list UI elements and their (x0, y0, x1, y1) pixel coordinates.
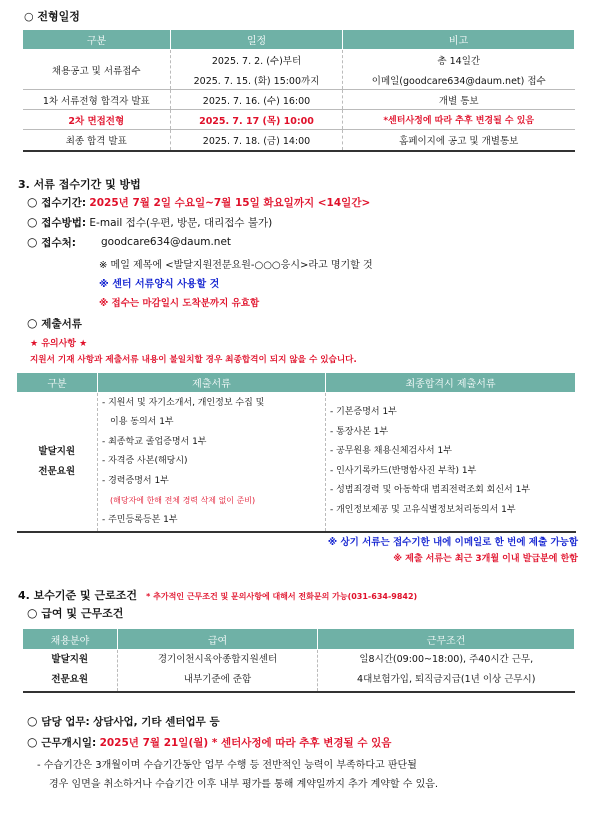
condition-line: 4대보험가입, 퇴직금지급(1년 이상 근무시) (357, 674, 536, 686)
cell-conditions (318, 650, 575, 692)
bullet-circle: ○ (27, 606, 42, 620)
cell-field (23, 650, 118, 692)
field-line: 전문요원 (51, 674, 89, 686)
cell-schedule: 2025. 7. 18. (금) 14:00 (171, 130, 343, 151)
cell-pay (118, 650, 318, 692)
bullet-circle: ○ (27, 235, 42, 249)
start-line (27, 735, 391, 750)
schedule-line: 2025. 7. 15. (화) 15:00까지 (193, 75, 320, 87)
col-header-category: 구분 (17, 373, 98, 393)
bullet-circle: ○ (27, 195, 42, 209)
receipt-email: goodcare634@daum.net (101, 236, 232, 248)
doc-item: - 경력증명서 1부 (102, 475, 169, 486)
receipt-place (27, 235, 76, 250)
col-header-final-documents: 최종합격시 제출서류 (326, 373, 576, 393)
note-mail-title: ※ 메일 제목에 <발달지원전문요원-○○○응시>라고 명기할 것 (99, 260, 373, 271)
probation-line-1: - 수습기간은 3개월이며 수습기간동안 업무 수행 등 전반적인 능력이 부족하다고 판단될 (37, 760, 417, 771)
pay-subheading (27, 605, 123, 621)
cell-note: 개별 통보 (343, 90, 575, 110)
category-line: 발달지원 (38, 445, 76, 457)
doc-item: - 자격증 사본(해당시) (102, 456, 188, 466)
docs-footnote-recent: ※ 제출 서류는 최근 3개월 이내 발급분에 한함 (393, 554, 578, 564)
condition-line: 일8시간(09:00~18:00), 주40시간 근무, (359, 654, 534, 666)
duty-label: 담당 업무: (41, 716, 90, 728)
pay-title-note: * 추가적인 근무조건 및 문의사항에 대해서 전화문의 가능(031-634-9842) (146, 592, 418, 601)
col-header-pay: 급여 (118, 629, 318, 650)
start-label: 근무개시일: (41, 737, 97, 749)
section-schedule-title: ○ 전형일정 (24, 10, 80, 23)
field-line: 발달지원 (51, 654, 89, 666)
note-deadline: ※ 접수는 마감일시 도착분까지 유효함 (99, 298, 260, 309)
period-value: 2025년 7월 2일 수요일~7월 15일 화요일까지 <14일간> (89, 197, 371, 209)
method-value: E-mail 접수(우편, 방문, 대리접수 불가) (89, 217, 273, 229)
cell-schedule (171, 50, 343, 90)
cell-category: 최종 합격 발표 (23, 130, 171, 151)
table-row (23, 650, 575, 692)
docs-footnote-email: ※ 상기 서류는 접수기한 내에 이메일로 한 번에 제출 가능함 (327, 537, 578, 548)
start-value: 2025년 7월 21일(월) * 센터사정에 따라 추후 변경될 수 있음 (99, 737, 392, 749)
note-line: 이메일(goodcare634@daum.net) 접수 (371, 75, 546, 87)
col-header-field: 채용분야 (23, 629, 118, 650)
method-label: 접수방법: (41, 217, 87, 229)
col-header-note: 비고 (343, 30, 575, 50)
col-header-documents: 제출서류 (98, 373, 326, 393)
col-header-conditions: 근무조건 (318, 629, 575, 650)
cell-note: 홈페이지에 공고 및 개별통보 (343, 130, 575, 151)
note-line: 총 14일간 (437, 55, 481, 67)
doc-item: 이용 동의서 1부 (110, 417, 174, 427)
col-header-schedule: 일정 (171, 30, 343, 50)
col-header-category: 구분 (23, 30, 171, 50)
pay-sub-title: 급여 및 근무조건 (41, 607, 124, 620)
receipt-method (27, 215, 272, 230)
table-row (23, 90, 575, 110)
cell-note: *센터사정에 따라 추후 변경될 수 있음 (343, 110, 575, 130)
table-row (17, 393, 576, 532)
caution-title: ★ 유의사항 ★ (30, 339, 88, 349)
probation-line-2: 경우 임면을 취소하거나 수습기간 이후 내부 평가를 통해 계약일까지 추가 계약할 수 있음. (49, 779, 439, 790)
period-label: 접수기간: (41, 197, 87, 209)
receipt-period (27, 195, 370, 210)
caution-text: 지원서 기재 사항과 제출서류 내용이 불일치할 경우 최종합격이 되지 않을 수 있습니다. (30, 355, 357, 365)
schedule-table (22, 29, 575, 152)
doc-item: - 최종학교 졸업증명서 1부 (102, 436, 207, 447)
duty-line (27, 714, 220, 729)
documents-table (16, 372, 576, 533)
final-doc-item: - 성범죄경력 및 아동학대 범죄전력조회 회신서 1부 (330, 485, 531, 496)
final-doc-item: - 통장사본 1부 (330, 426, 389, 437)
bullet-circle: ○ (27, 735, 42, 749)
table-row (23, 50, 575, 90)
note-form: ※ 센터 서류양식 사용할 것 (99, 279, 220, 290)
doc-item: - 지원서 및 자기소개서, 개인정보 수집 및 (102, 397, 265, 408)
schedule-line: 2025. 7. 2. (수)부터 (211, 55, 302, 67)
cell-schedule: 2025. 7. 17 (목) 10:00 (171, 110, 343, 130)
section-pay-heading (18, 587, 417, 603)
final-doc-item: - 공무원용 채용신체검사서 1부 (330, 446, 452, 457)
table-row (23, 110, 575, 130)
doc-item: - 주민등록등본 1부 (102, 514, 178, 525)
category-line: 전문요원 (38, 465, 76, 477)
cell-note (343, 50, 575, 90)
cell-category: 채용공고 및 서류접수 (23, 50, 171, 90)
table-row (23, 130, 575, 151)
bullet-circle: ○ (27, 316, 42, 330)
pay-line: 내부기준에 준함 (183, 674, 252, 686)
cell-category: 2차 면접전형 (23, 110, 171, 130)
section-receipt-title: 3. 서류 접수기간 및 방법 (18, 178, 141, 191)
final-doc-item: - 인사기록카드(반명함사진 부착) 1부 (330, 465, 477, 476)
cell-final-documents (326, 393, 576, 532)
final-doc-item: - 기본증명서 1부 (330, 407, 397, 418)
docs-heading (27, 316, 82, 331)
cell-documents (98, 393, 326, 532)
cell-category: 1차 서류전형 합격자 발표 (23, 90, 171, 110)
bullet-circle: ○ (27, 714, 42, 728)
place-label: 접수처: (41, 237, 76, 249)
doc-item-note: (해당자에 한해 전체 경력 삭제 없이 준비) (110, 496, 256, 505)
cell-schedule: 2025. 7. 16. (수) 16:00 (171, 90, 343, 110)
bullet-circle: ○ (27, 215, 42, 229)
docs-title: 제출서류 (41, 318, 82, 330)
duty-value: 상담사업, 기타 센터업무 등 (93, 716, 220, 728)
cell-category (17, 393, 98, 532)
pay-table (22, 628, 575, 693)
section-pay-title: 4. 보수기준 및 근로조건 (18, 589, 137, 602)
final-doc-item: - 개인정보제공 및 고유식별정보처리동의서 1부 (330, 504, 516, 515)
pay-line: 경기이천시육아종합지원센터 (157, 654, 278, 666)
